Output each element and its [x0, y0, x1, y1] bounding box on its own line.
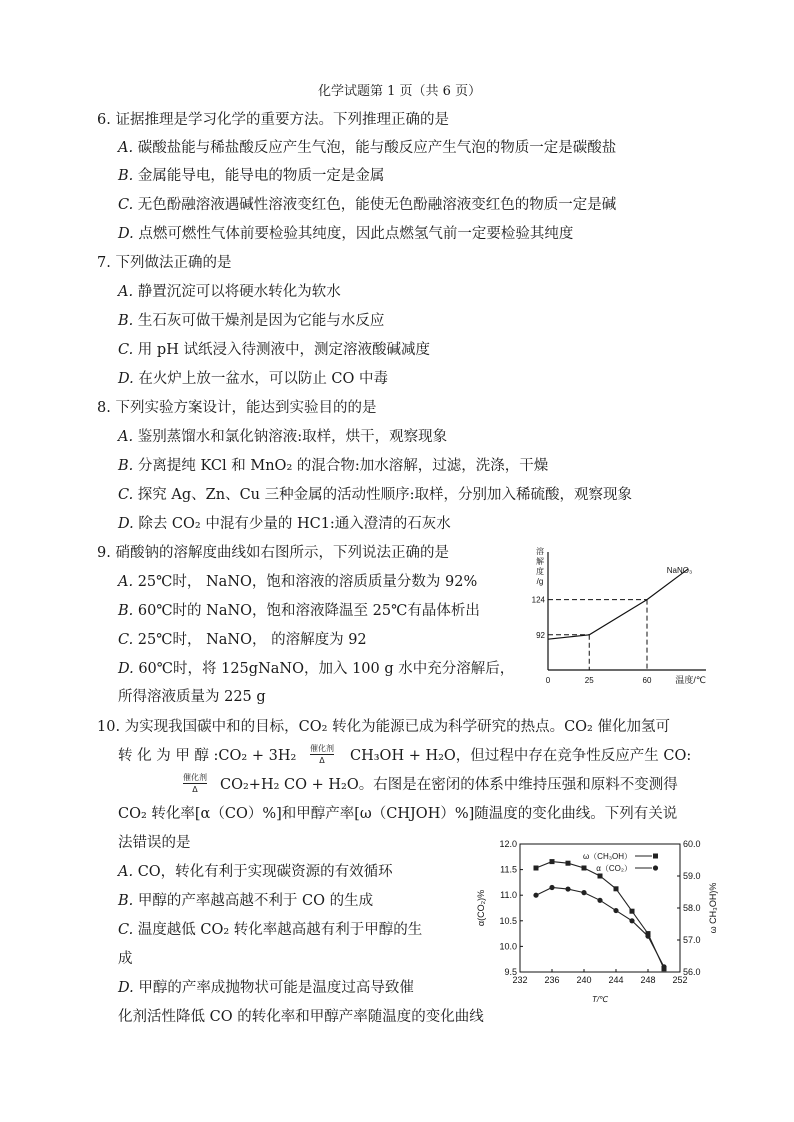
- data-point-circle: [613, 908, 618, 913]
- legend-label: ω（CH₃OH）: [582, 852, 632, 861]
- question-6-option-a: [118, 138, 616, 158]
- option-text: 25℃时， NaNO， 的溶解度为 92: [133, 632, 367, 648]
- option-letter: D.: [118, 226, 134, 242]
- y-left-tick-label: 10.5: [499, 915, 517, 926]
- option-text: 金属能导电，能导电的物质一定是金属: [133, 168, 385, 184]
- option-text: 静置沉淀可以将硬水转化为软水: [133, 284, 341, 300]
- y-right-tick-label: 58.0: [683, 903, 701, 913]
- question-10-option-d: [118, 978, 414, 998]
- y-right-tick-label: 60.0: [683, 839, 701, 849]
- y-left-tick-label: 11.5: [500, 864, 517, 875]
- data-point-square: [550, 859, 555, 864]
- option-text: 60℃时的 NaNO，饱和溶液降温至 25℃有晶体析出: [133, 603, 480, 619]
- data-point-square: [534, 866, 539, 871]
- question-8-option-b: [118, 456, 548, 476]
- option-text: 除去 CO₂ 中混有少量的 HC1:通入澄清的石灰水: [133, 516, 451, 532]
- y-right-tick-label: 57.0: [683, 935, 701, 945]
- question-6-option-b: [118, 166, 384, 186]
- y-left-tick-label: 10.0: [499, 941, 517, 952]
- question-10-line-5: 法错误的是: [118, 835, 191, 851]
- question-8-option-a: [118, 427, 447, 447]
- question-6-option-c: [118, 195, 616, 215]
- left-axis-label: α(CO₂)%: [476, 889, 486, 927]
- catalyst-condition-2: [183, 773, 207, 794]
- option-letter: B.: [118, 313, 134, 329]
- question-10-option-c: [118, 920, 422, 940]
- option-letter: C.: [118, 342, 134, 358]
- data-point-square: [598, 874, 603, 879]
- option-text: CO，转化有利于实现碳资源的有效循环: [133, 864, 393, 880]
- option-letter: D.: [118, 661, 134, 677]
- x-axis-label: 温度/℃: [675, 675, 706, 685]
- question-10-option-c-cont: 成: [118, 951, 133, 967]
- x-axis-label: T/℃: [591, 995, 609, 1004]
- x-tick-label: 248: [640, 975, 656, 985]
- data-point-circle: [645, 934, 650, 939]
- option-text: 分离提纯 KCl 和 MnO₂ 的混合物:加水溶解，过滤，洗涤，干燥: [133, 458, 549, 474]
- y-label-char: 解: [536, 557, 544, 566]
- question-9-option-b: [118, 601, 480, 621]
- series-label: NaNO₃: [666, 565, 693, 575]
- x-tick-label: 252: [672, 975, 688, 985]
- x-tick-label: 25: [584, 676, 594, 685]
- legend-marker-circle: [653, 865, 658, 870]
- option-letter: A.: [118, 140, 134, 156]
- x-tick-label: 0: [545, 676, 551, 685]
- reaction-arrow: [183, 783, 207, 784]
- question-7-option-a: [118, 282, 341, 302]
- x-tick-label: 244: [608, 975, 624, 985]
- question-9-option-c: [118, 630, 367, 650]
- catalyst-condition-1: [310, 744, 334, 765]
- y-left-tick-label: 9.5: [504, 967, 517, 977]
- option-text: 探究 Ag、Zn、Cu 三种金属的活动性顺序:取样，分别加入稀硫酸，观察现象: [133, 487, 632, 503]
- x-tick-label: 60: [642, 676, 652, 685]
- data-point-square: [630, 909, 635, 914]
- option-letter: A.: [118, 429, 134, 445]
- chart-legend: [583, 852, 658, 873]
- x-tick-label: 232: [512, 975, 528, 985]
- page-header: 化学试题第 1 页（共 6 页）: [318, 84, 482, 99]
- question-10-line-2b: CH₃OH + H₂O，但过程中存在竞争性反应产生 CO:: [350, 748, 692, 764]
- y-tick-label: 124: [531, 595, 545, 605]
- y-label-char: /g: [536, 577, 544, 586]
- option-text: 25℃时， NaNO，饱和溶液的溶质质量分数为 92%: [133, 574, 478, 590]
- data-point-circle: [597, 898, 602, 903]
- question-6-stem: 6. 证据推理是学习化学的重要方法。下列推理正确的是: [97, 112, 449, 128]
- data-point-circle: [533, 893, 538, 898]
- question-10-option-d-cont: 化剂活性降低 CO 的转化率和甲醇产率随温度的变化曲线: [118, 1009, 484, 1025]
- condition-bottom: Δ: [192, 785, 198, 794]
- option-letter: D.: [118, 371, 134, 387]
- option-letter: A.: [118, 864, 134, 880]
- option-letter: B.: [118, 168, 134, 184]
- data-point-circle: [549, 885, 554, 890]
- question-9-stem: 9. 硝酸钠的溶解度曲线如右图所示，下列说法正确的是: [97, 545, 449, 561]
- option-letter: B.: [118, 458, 134, 474]
- option-text: 无色酚融溶液遇碱性溶液变红色，能使无色酚融溶液变红色的物质一定是碱: [133, 197, 617, 213]
- question-9-option-d: [118, 659, 514, 679]
- question-10-line-2a: 转 化 为 甲 醇 :CO₂ + 3H₂: [118, 748, 297, 764]
- question-10-line-1: 10. 为实现我国碳中和的目标，CO₂ 转化为能源已成为科学研究的热点。CO₂ 催化加氢可: [97, 719, 670, 735]
- y-axis-label: [536, 546, 544, 586]
- option-text: 生石灰可做干燥剂是因为它能与水反应: [133, 313, 385, 329]
- solubility-chart: [520, 540, 720, 690]
- option-text: 60℃时，将 125gNaNO，加入 100 g 水中充分溶解后，: [133, 661, 515, 677]
- y-right-tick-label: 59.0: [683, 871, 701, 881]
- data-point-circle: [565, 886, 570, 891]
- legend-label: α（CO₂）: [596, 864, 632, 873]
- question-7-option-c: [118, 340, 430, 360]
- option-text: 用 pH 试纸浸入待测液中，测定溶液酸碱减度: [133, 342, 430, 358]
- question-7-option-b: [118, 311, 384, 331]
- question-8-option-d: [118, 514, 451, 534]
- right-axis-label: ω CH₃OH)%: [708, 882, 718, 934]
- y-label-char: 度: [536, 567, 544, 576]
- data-point-square: [566, 861, 571, 866]
- option-text: 在火炉上放一盆水，可以防止 CO 中毒: [133, 371, 389, 387]
- x-tick-label: 240: [576, 975, 592, 985]
- option-text: 温度越低 CO₂ 转化率越高越有利于甲醇的生: [133, 922, 423, 938]
- data-point-square: [582, 866, 587, 871]
- legend-marker-square: [653, 854, 658, 859]
- data-point-circle: [661, 964, 666, 969]
- question-9-option-a: [118, 572, 477, 592]
- option-letter: C.: [118, 922, 134, 938]
- question-10-line-4: CO₂ 转化率[α（CO）%]和甲醇产率[ω（CHJOH）%]随温度的变化曲线。下列有关说: [118, 806, 678, 822]
- option-text: 甲醇的产率成抛物状可能是温度过高导致催: [133, 980, 414, 996]
- option-letter: B.: [118, 893, 134, 909]
- solubility-curve: [548, 569, 688, 639]
- x-tick-label: 236: [544, 975, 560, 985]
- solubility-plot: [532, 566, 693, 685]
- question-10-option-b: [118, 891, 373, 911]
- data-point-circle: [581, 890, 586, 895]
- option-text: 碳酸盐能与稀盐酸反应产生气泡，能与酸反应产生气泡的物质一定是碳酸盐: [133, 140, 617, 156]
- y-left-tick-label: 12.0: [499, 839, 517, 849]
- question-10-option-a: [118, 862, 393, 882]
- question-7-stem: 7. 下列做法正确的是: [97, 255, 232, 271]
- condition-top: 催化剂: [183, 773, 207, 782]
- question-10-line-3: CO₂+H₂ CO + H₂O。右图是在密闭的体系中维持压强和原料不变测得: [220, 777, 678, 793]
- series-plot: [533, 859, 666, 971]
- condition-top: 催化剂: [310, 744, 334, 753]
- reaction-arrow: [310, 754, 334, 755]
- data-point-square: [614, 886, 619, 891]
- question-8-stem: 8. 下列实验方案设计，能达到实验目的的是: [97, 400, 377, 416]
- option-letter: A.: [118, 284, 134, 300]
- y-label-char: 溶: [536, 547, 544, 556]
- data-point-circle: [629, 918, 634, 923]
- question-9-option-d-cont: 所得溶液质量为 225 g: [118, 689, 266, 705]
- option-letter: B.: [118, 603, 134, 619]
- question-7-option-d: [118, 369, 388, 389]
- option-text: 鉴别蒸馏水和氯化钠溶液:取样，烘干，观察现象: [133, 429, 448, 445]
- option-letter: D.: [118, 980, 134, 996]
- option-letter: C.: [118, 197, 134, 213]
- option-text: 点燃可燃性气体前要检验其纯度，因此点燃氢气前一定要检验其纯度: [133, 226, 574, 242]
- option-letter: C.: [118, 487, 134, 503]
- y-left-tick-label: 11.0: [500, 890, 517, 901]
- y-tick-label: 92: [536, 630, 545, 640]
- question-6-option-d: [118, 224, 573, 244]
- option-letter: D.: [118, 516, 134, 532]
- y-right-tick-label: 56.0: [683, 967, 701, 977]
- question-8-option-c: [118, 485, 632, 505]
- co2-conversion-chart: [472, 836, 722, 1004]
- option-letter: C.: [118, 632, 134, 648]
- option-text: 甲醇的产率越高越不利于 CO 的生成: [133, 893, 374, 909]
- condition-bottom: Δ: [319, 756, 325, 765]
- option-letter: A.: [118, 574, 134, 590]
